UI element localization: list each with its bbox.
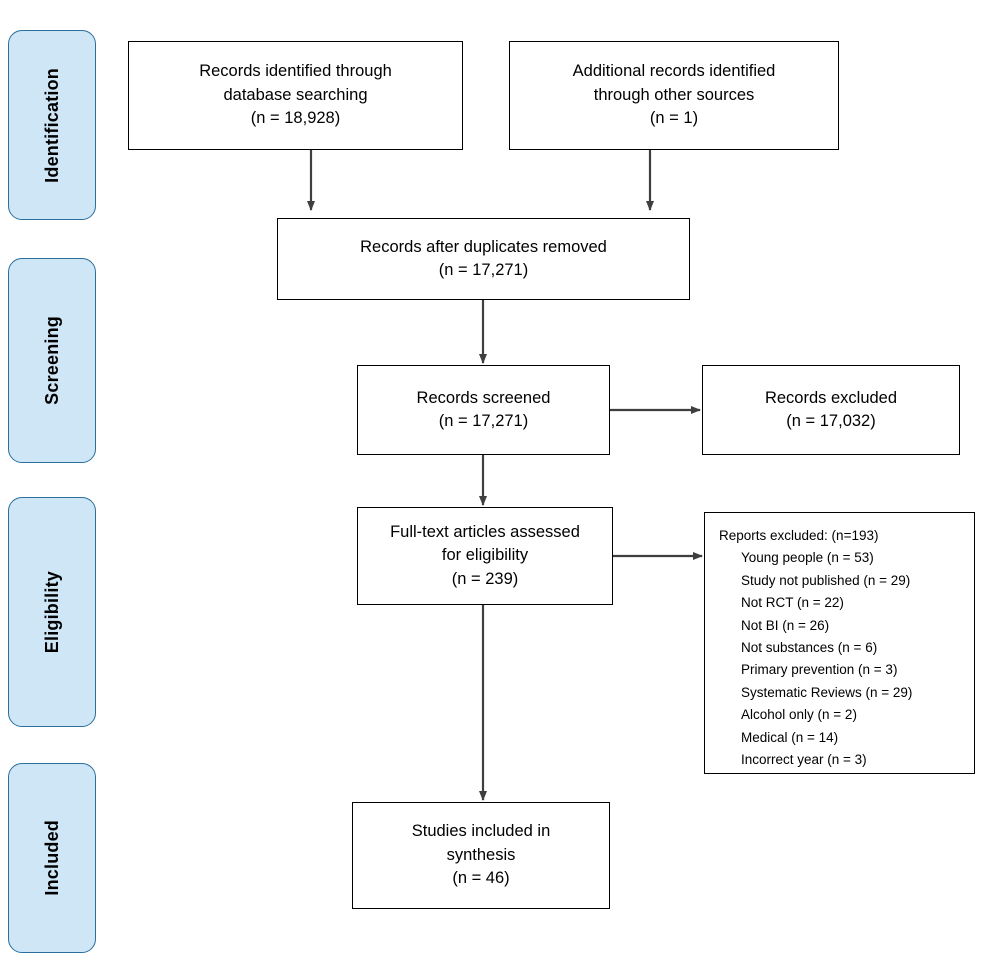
- box-line: (n = 46): [452, 869, 510, 888]
- box-records-identified-database: [128, 41, 463, 150]
- stage-label-text: Identification: [41, 67, 62, 183]
- box-line: Records after duplicates removed: [360, 237, 607, 256]
- reasons-item: Study not published (n = 29): [741, 572, 911, 588]
- reasons-item: Young people (n = 53): [741, 550, 874, 566]
- box-line: synthesis: [446, 845, 516, 864]
- box-records-screened: [357, 365, 610, 455]
- stage-label-screening: [8, 258, 96, 463]
- box-line: (n = 17,271): [438, 412, 529, 430]
- box-line: for eligibility: [441, 546, 529, 565]
- box-fulltext-articles-assessed: [357, 507, 613, 605]
- stage-label-identification: [8, 30, 96, 220]
- box-line: (n = 1): [649, 109, 699, 128]
- box-studies-included-in-synthesis: [352, 802, 610, 909]
- box-line: Full-text articles assessed: [390, 522, 580, 541]
- box-line: (n = 18,928): [250, 109, 341, 128]
- stage-label-text: Included: [41, 820, 62, 896]
- reasons-item: Incorrect year (n = 3): [741, 752, 867, 768]
- box-line: database searching: [223, 85, 368, 104]
- box-line: Records excluded: [764, 388, 898, 407]
- box-records-excluded: [702, 365, 960, 455]
- box-additional-records-other-sources: [509, 41, 839, 150]
- box-records-after-duplicates-removed: [277, 218, 690, 300]
- box-reports-excluded-reasons: [704, 512, 975, 774]
- reasons-item: Not BI (n = 26): [741, 617, 830, 633]
- stage-label-text: Screening: [41, 316, 62, 405]
- reasons-item: Not RCT (n = 22): [741, 595, 844, 611]
- reasons-item: Alcohol only (n = 2): [741, 707, 857, 723]
- reasons-item: Not substances (n = 6): [741, 640, 878, 656]
- box-line: (n = 239): [451, 569, 519, 588]
- stage-label-eligibility: [8, 497, 96, 727]
- box-line: (n = 17,032): [786, 412, 876, 430]
- stage-label-included: [8, 763, 96, 953]
- reasons-item: Systematic Reviews (n = 29): [741, 684, 913, 700]
- reasons-item: Medical (n = 14): [741, 729, 839, 745]
- reasons-heading: Reports excluded: (n=193): [719, 528, 879, 543]
- box-line: Studies included in: [411, 822, 551, 841]
- box-line: Additional records identified: [572, 62, 776, 81]
- box-line: through other sources: [593, 85, 755, 104]
- box-line: (n = 17,271): [438, 261, 529, 279]
- reasons-item: Primary prevention (n = 3): [741, 662, 898, 678]
- box-line: Records screened: [416, 388, 551, 407]
- stage-label-text: Eligibility: [41, 570, 62, 654]
- box-line: Records identified through: [199, 62, 392, 81]
